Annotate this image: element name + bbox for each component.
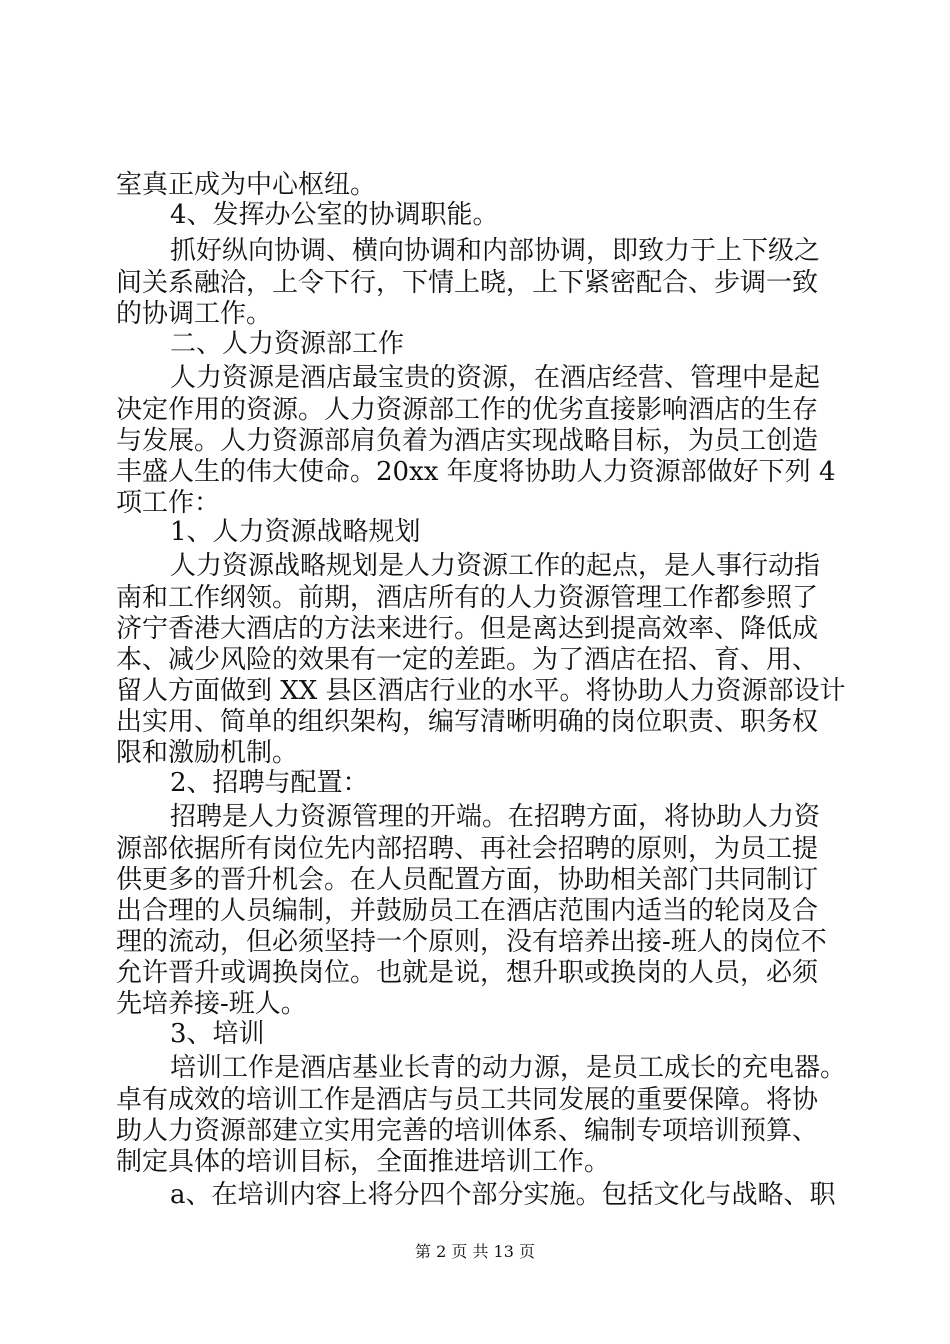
paragraph-line: 培训工作是酒店基业长青的动力源，是员工成长的充电器。 [170,1053,847,1083]
section-heading: 3、培训 [170,1019,265,1049]
paragraph-line: 招聘是人力资源管理的开端。在招聘方面，将协助人力资 [170,802,821,832]
paragraph-line: 南和工作纲领。前期，酒店所有的人力资源管理工作都参照了 [116,583,819,613]
page-indicator: 第 2 页 共 13 页 [415,1242,535,1261]
section-heading: 4、发挥办公室的协调职能。 [170,200,499,230]
paragraph-line: 抓好纵向协调、横向协调和内部协调，即致力于上下级之 [170,236,821,266]
paragraph-line: 间关系融洽，上令下行，下情上晓，上下紧密配合、步调一致 [116,268,819,298]
paragraph-line: 的协调工作。 [116,299,273,329]
paragraph-line: 济宁香港大酒店的方法来进行。但是离达到提高效率、降低成 [116,614,819,644]
paragraph-line: 供更多的晋升机会。在人员配置方面，协助相关部门共同制订 [116,865,819,895]
paragraph-line: 本、减少风险的效果有一定的差距。为了酒店在招、育、用、 [116,645,819,675]
paragraph-line: 先培养接-班人。 [116,989,307,1019]
paragraph-line: 允许晋升或调换岗位。也就是说，想升职或换岗的人员，必须 [116,958,819,988]
paragraph-line: 丰盛人生的伟大使命。20xx 年度将协助人力资源部做好下列 4 [116,457,836,487]
paragraph-line: 卓有成效的培训工作是酒店与员工共同发展的重要保障。将协 [116,1085,819,1115]
paragraph-line: 留人方面做到 XX 县区酒店行业的水平。将协助人力资源部设计 [116,676,846,706]
paragraph-line: 项工作： [116,488,221,518]
section-heading: 2、招聘与配置： [170,768,369,798]
paragraph-line: 限和激励机制。 [116,738,299,768]
text-line: 室真正成为中心枢纽。 [116,170,377,200]
section-heading: 二、人力资源部工作 [170,329,405,359]
paragraph-line: 出实用、简单的组织架构，编写清晰明确的岗位职责、职务权 [116,707,819,737]
paragraph-line: 源部依据所有岗位先内部招聘、再社会招聘的原则，为员工提 [116,834,819,864]
paragraph-line: 人力资源战略规划是人力资源工作的起点，是人事行动指 [170,551,821,581]
paragraph-line: 助人力资源部建立实用完善的培训体系、编制专项培训预算、 [116,1116,819,1146]
paragraph-line: 制定具体的培训目标，全面推进培训工作。 [116,1147,611,1177]
section-heading: 1、人力资源战略规划 [170,517,421,547]
paragraph-line: 与发展。人力资源部肩负着为酒店实现战略目标，为员工创造 [116,426,819,456]
paragraph-line: 理的流动，但必须坚持一个原则，没有培养出接-班人的岗位不 [116,927,827,957]
paragraph-line: 决定作用的资源。人力资源部工作的优劣直接影响酒店的生存 [116,395,819,425]
paragraph-line: 人力资源是酒店最宝贵的资源，在酒店经营、管理中是起 [170,363,821,393]
paragraph-line: a、在培训内容上将分四个部分实施。包括文化与战略、职 [170,1180,836,1210]
paragraph-line: 出合理的人员编制，并鼓励员工在酒店范围内适当的轮岗及合 [116,896,819,926]
